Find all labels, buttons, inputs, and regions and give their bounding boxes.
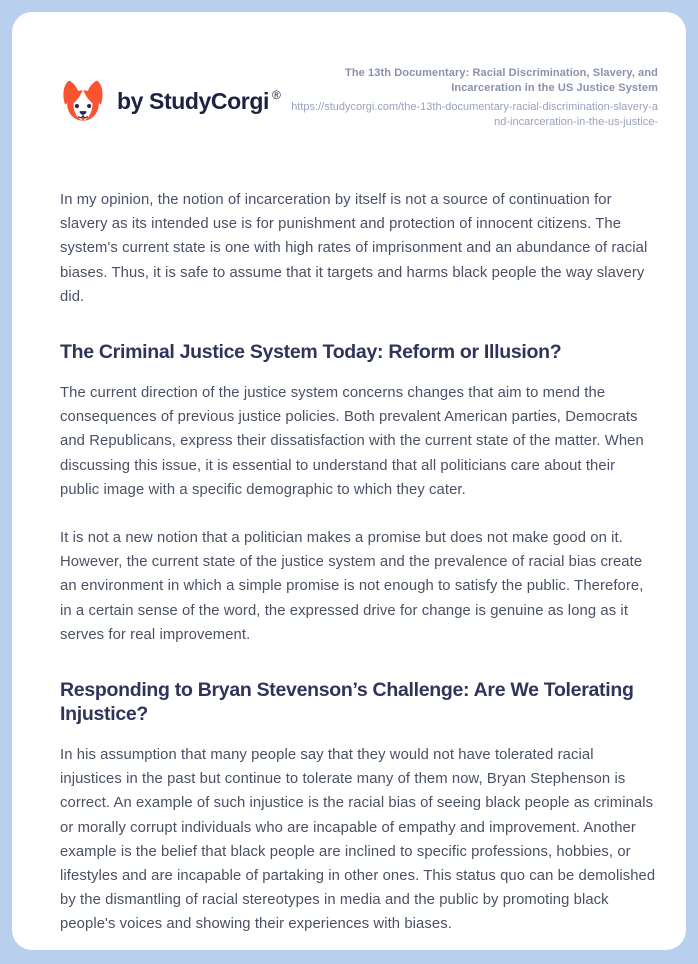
paragraph: The current direction of the justice system concerns changes that aim to mend the consequences of previous justice policies. Both prevalent American parties, Democrats and Republicans, express their dissatisfaction with the current state of the matter. When discussing this issue, it is essential to understand that all politicians care about their public image with a specific demographic to which they cater.	[60, 385, 644, 498]
header	[60, 66, 658, 130]
document-meta	[288, 66, 658, 130]
document-card	[12, 12, 686, 950]
document-url-link[interactable]: https://studycorgi.com/the-13th-documentary-racial-discrimination-slavery-and-incarceration-in-the-us-justice-	[291, 101, 658, 128]
brand[interactable]	[60, 78, 281, 124]
intro-paragraph: In my opinion, the notion of incarceration by itself is not a source of continuation for slavery as its intended use is for punishment and protection of innocent citizens. The system's current state is one with high rates of imprisonment and an abundance of racial biases. Thus, it is safe to assume that it targets and harms black people the way slavery did.	[60, 192, 648, 305]
paragraph: In his assumption that many people say that they would not have tolerated racial injustices in the past but continue to tolerate many of them now, Bryan Stephenson is correct. An example of such injustice is the racial bias of seeing black people as criminals or morally corrupt individuals who are incapable of empathy and improvement. Another example is the belief that black people are inclined to specific professions, hobbies, or lifestyles and are incapable of partaking in other ones. This status quo can be demolished by the dismantling of racial stereotypes in media and the public by promoting black people's voices and showing their experiences with biases.	[60, 747, 656, 933]
document-title: The 13th Documentary: Racial Discrimination, Slavery, and Incarceration in the US Justice System	[345, 67, 658, 94]
section-heading-criminal-justice: The Criminal Justice System Today: Reform or Illusion?	[60, 341, 562, 364]
paragraph: It is not a new notion that a politician makes a promise but does not make good on it. However, the current state of the justice system and the prevalence of racial bias create an environment in which a simple promise is not enough to satisfy the public. Therefore, in a certain sense of the word, the expressed drive for change is genuine as long as it serves for real improvement.	[60, 530, 644, 643]
brand-name: by StudyCorgi	[117, 87, 269, 114]
corgi-logo-icon	[60, 78, 106, 124]
article-body	[60, 188, 658, 937]
section-heading-stevenson-challenge: Responding to Bryan Stevenson’s Challenge: Are We Tolerating Injustice?	[60, 679, 634, 726]
registered-trademark: ®	[271, 88, 281, 102]
